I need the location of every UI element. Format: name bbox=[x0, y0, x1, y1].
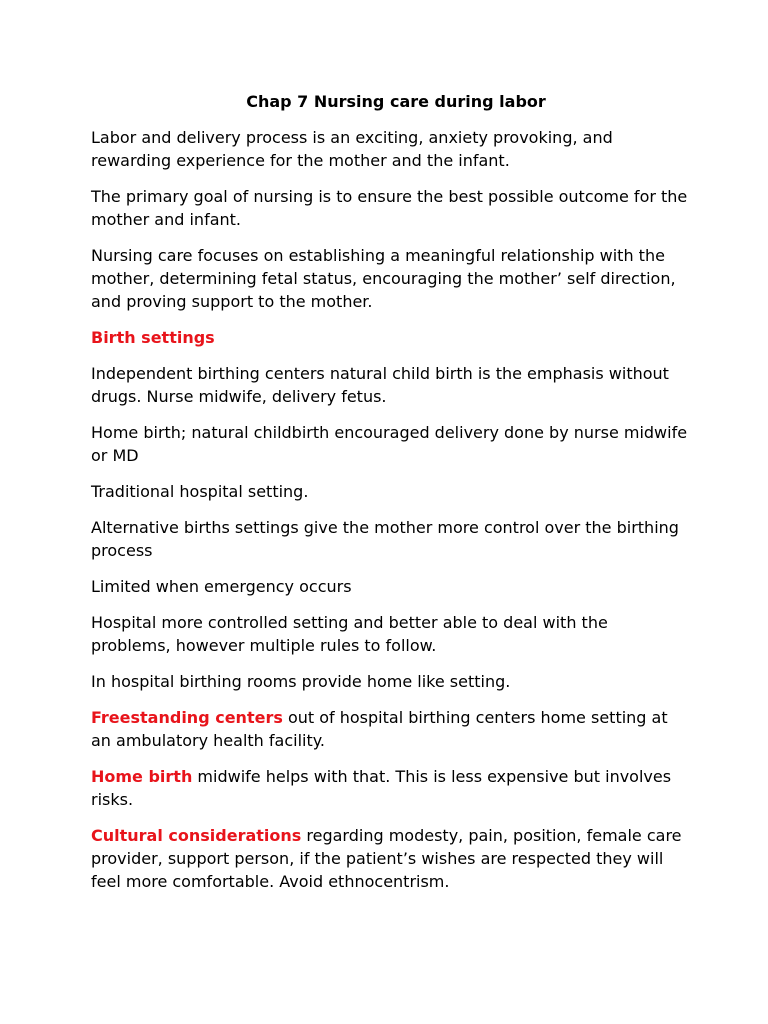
text-cultural-considerations: regarding modesty, pain, position, female care provider, support person, if the patient’s wishes are respected they will feel more comfortable. Avoid ethnocentrism. bbox=[91, 826, 682, 891]
paragraph-freestanding-centers bbox=[91, 706, 691, 752]
text-home-birth: midwife helps with that. This is less expensive but involves risks. bbox=[91, 767, 672, 809]
document-page bbox=[91, 90, 691, 906]
paragraph-birthing-rooms: In hospital birthing rooms provide home like setting. bbox=[91, 672, 511, 691]
term-cultural-considerations: Cultural considerations bbox=[91, 826, 302, 845]
paragraph-home-birth bbox=[91, 765, 691, 811]
text-freestanding-centers: out of hospital birthing centers home setting at an ambulatory health facility. bbox=[91, 708, 668, 750]
paragraph-limited-emergency: Limited when emergency occurs bbox=[91, 577, 352, 596]
paragraph-traditional-hospital: Traditional hospital setting. bbox=[91, 482, 309, 501]
paragraph-goal: The primary goal of nursing is to ensure the best possible outcome for the mother and infant. bbox=[91, 187, 688, 229]
paragraph-care-focus: Nursing care focuses on establishing a meaningful relationship with the mother, determining fetal status, encouraging the mother’ self direction, and proving support to the mother. bbox=[91, 246, 676, 311]
term-freestanding-centers: Freestanding centers bbox=[91, 708, 283, 727]
paragraph-independent-centers: Independent birthing centers natural child birth is the emphasis without drugs. Nurse midwife, delivery fetus. bbox=[91, 364, 669, 406]
paragraph-home-birth-natural: Home birth; natural childbirth encouraged delivery done by nurse midwife or MD bbox=[91, 423, 688, 465]
term-home-birth: Home birth bbox=[91, 767, 193, 786]
birth-settings-heading: Birth settings bbox=[91, 328, 215, 347]
paragraph-intro: Labor and delivery process is an exciting, anxiety provoking, and rewarding experience for the mother and the infant. bbox=[91, 128, 613, 170]
document-title: Chap 7 Nursing care during labor bbox=[246, 92, 546, 111]
paragraph-hospital-controlled: Hospital more controlled setting and better able to deal with the problems, however multiple rules to follow. bbox=[91, 613, 608, 655]
paragraph-cultural-considerations bbox=[91, 824, 691, 893]
paragraph-alternative-settings: Alternative births settings give the mother more control over the birthing process bbox=[91, 518, 679, 560]
